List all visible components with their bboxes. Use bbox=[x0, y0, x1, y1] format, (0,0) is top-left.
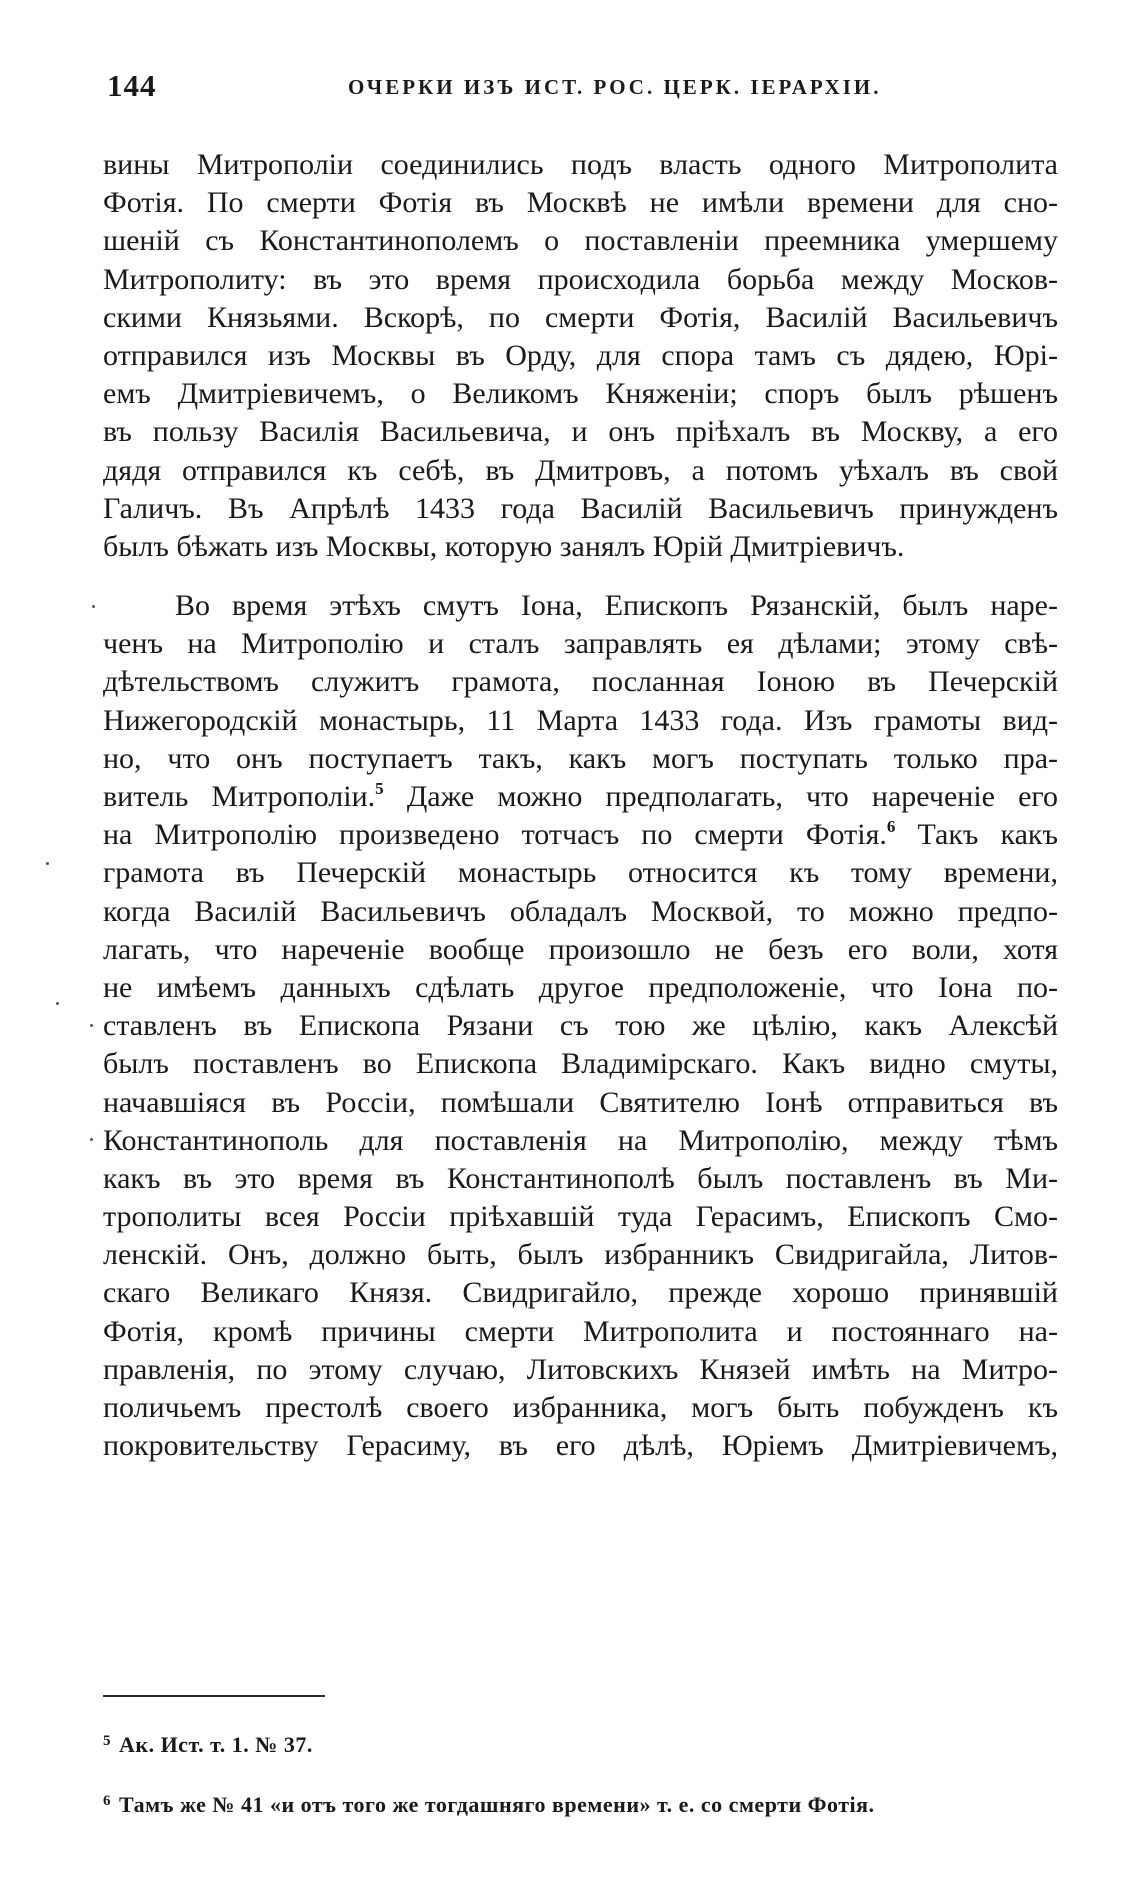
footnote-ref-6[interactable]: 6 bbox=[886, 817, 896, 837]
footnote-mark: 5 bbox=[103, 1733, 111, 1749]
text-line: ставленъ въ Епископа Рязани съ тою же цѣлію, какъ Алексѣй bbox=[103, 1009, 1058, 1043]
text-line: ленскій. Онъ, должно быть, былъ избранникъ Свидригайла, Литов- bbox=[103, 1238, 1058, 1272]
text-segment: на Митрополію произведено тотчасъ по смерти Фотія. bbox=[103, 818, 887, 852]
text-line: вины Митрополіи соединились подъ власть одного Митрополита bbox=[103, 148, 1058, 181]
text-line: дѣтельствомъ служитъ грамота, посланная Іоною въ Печерскій bbox=[103, 665, 1058, 699]
paragraph-gap bbox=[103, 566, 1058, 587]
page-number: 144 bbox=[107, 68, 157, 103]
scan-speck bbox=[92, 605, 95, 608]
text-line: не имѣемъ данныхъ сдѣлать другое предположеніе, что Іона по- bbox=[103, 970, 1058, 1004]
scan-speck bbox=[90, 1138, 93, 1141]
text-line: шеній съ Константинополемъ о поставленіи преемника умершему bbox=[103, 224, 1058, 258]
text-segment: Такъ какъ bbox=[917, 818, 1058, 852]
text-line: Во время этѣхъ смутъ Іона, Епископъ Рязанскій, былъ наре- bbox=[175, 589, 1058, 623]
text-line: Митрополиту: въ это время происходила борьба между Москов- bbox=[103, 262, 1058, 296]
text-segment: Даже можно предполагать, что нареченіе его bbox=[406, 780, 1058, 813]
footnote-5 bbox=[103, 1725, 1093, 1757]
scan-speck bbox=[46, 862, 49, 865]
text-line: покровительству Герасиму, въ его дѣлѣ, Юріемъ Дмитріевичемъ, bbox=[103, 1429, 1058, 1463]
scan-speck bbox=[56, 1002, 59, 1005]
footnote-mark: 6 bbox=[103, 1793, 111, 1809]
footnote-text: Тамъ же № 41 «и отъ того же тогдашняго времени» т. е. со смерти Фотія. bbox=[119, 1792, 875, 1817]
footnote-divider bbox=[103, 1695, 325, 1697]
paragraph-1 bbox=[103, 146, 1058, 566]
text-line: ченъ на Митрополію и сталъ заправлять ея дѣлами; этому свѣ- bbox=[103, 627, 1058, 661]
text-line: Галичъ. Въ Апрѣлѣ 1433 года Василій Васильевичъ принужденъ bbox=[103, 491, 1058, 525]
text-line: Нижегородскій монастырь, 11 Марта 1433 года. Изъ грамоты вид- bbox=[103, 703, 1058, 737]
text-line: скими Князьями. Вскорѣ, по смерти Фотія, Василій Васильевичъ bbox=[103, 300, 1058, 334]
text-line-with-footnote-5 bbox=[103, 778, 1058, 816]
text-line: трополиты всея Россіи пріѣхавшій туда Герасимъ, Епископъ Смо- bbox=[103, 1200, 1058, 1234]
text-line: отправился изъ Москвы въ Орду, для спора тамъ съ дядею, Юрі- bbox=[103, 338, 1058, 372]
text-line: дядя отправился къ себѣ, въ Дмитровъ, а потомъ уѣхалъ въ свой bbox=[103, 453, 1058, 487]
footnote-ref-5[interactable]: 5 bbox=[375, 779, 384, 798]
footnotes bbox=[103, 1725, 1093, 1817]
scan-speck bbox=[90, 1024, 93, 1027]
text-line: правленія, по этому случаю, Литовскихъ Князей имѣть на Митро- bbox=[103, 1352, 1058, 1386]
text-line: былъ поставленъ во Епископа Владимірскаго. Какъ видно смуты, bbox=[103, 1047, 1058, 1081]
text-line: когда Василій Васильевичъ обладалъ Москвой, то можно предпо- bbox=[103, 894, 1058, 928]
text-line: Константинополь для поставленія на Митрополію, между тѣмъ bbox=[103, 1123, 1058, 1157]
text-line: начавшіяся въ Россіи, помѣшали Святителю Іонѣ отправиться въ bbox=[103, 1085, 1058, 1119]
footnote-6 bbox=[103, 1785, 1093, 1817]
text-line: Фотія. По смерти Фотія въ Москвѣ не имѣли времени для сно- bbox=[103, 186, 1058, 220]
paragraph-2 bbox=[103, 587, 1058, 1465]
running-head: ОЧЕРКИ ИЗЪ ИСТ. РОС. ЦЕРК. ІЕРАРХІИ. bbox=[348, 75, 882, 99]
text-line: лагать, что нареченіе вообще произошло не безъ его воли, хотя bbox=[103, 932, 1058, 966]
text-line: въ пользу Василія Васильевича, и онъ пріѣхалъ въ Москву, а его bbox=[103, 415, 1058, 449]
text-line: емъ Дмитріевичемъ, о Великомъ Княженіи; споръ былъ рѣшенъ bbox=[103, 377, 1058, 411]
footnote-text: Ак. Ист. т. 1. № 37. bbox=[119, 1732, 313, 1757]
text-line: былъ бѣжать изъ Москвы, которую занялъ Юрій Дмитріевичъ. bbox=[103, 529, 905, 563]
page-header bbox=[103, 68, 1058, 108]
body-text bbox=[103, 146, 1058, 1465]
text-line: грамота въ Печерскій монастырь относится къ тому времени, bbox=[103, 856, 1058, 890]
text-line: скаго Великаго Князя. Свидригайло, прежде хорошо принявшій bbox=[103, 1276, 1058, 1310]
text-line: но, что онъ поступаетъ такъ, какъ могъ поступать только пра- bbox=[103, 741, 1058, 775]
text-line: какъ въ это время въ Константинополѣ былъ поставленъ въ Ми- bbox=[103, 1161, 1058, 1195]
text-line: поличьемъ престолѣ своего избранника, могъ быть побужденъ къ bbox=[103, 1391, 1058, 1424]
text-line-with-footnote-6 bbox=[103, 816, 1058, 854]
text-line: Фотія, кромѣ причины смерти Митрополита и постояннаго на- bbox=[103, 1314, 1058, 1348]
text-segment: витель Митрополіи. bbox=[103, 780, 376, 813]
